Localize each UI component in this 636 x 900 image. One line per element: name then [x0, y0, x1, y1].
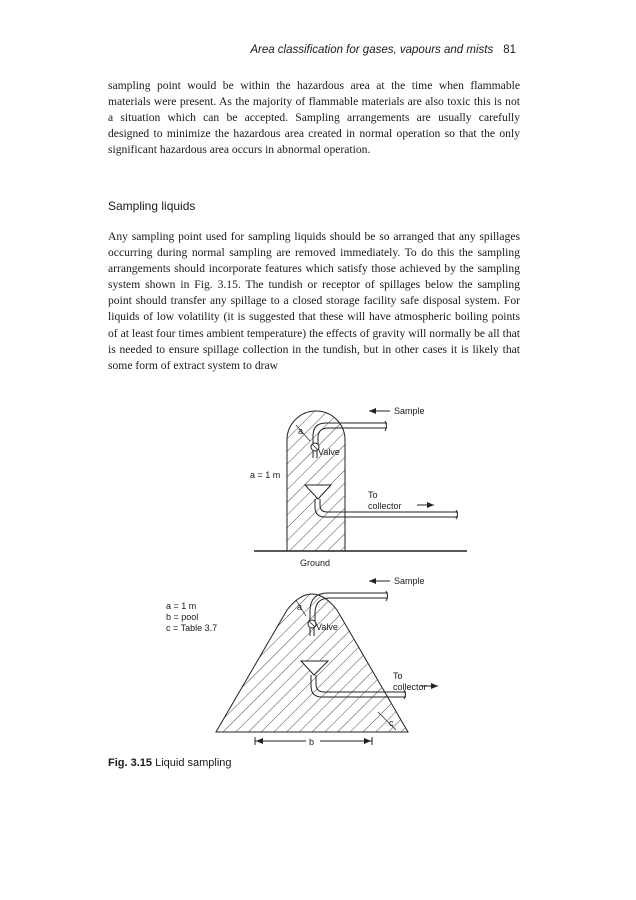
bottom-valve-label: Valve	[316, 622, 338, 632]
top-valve-label: Valve	[318, 447, 340, 457]
top-hazard-zone	[287, 411, 345, 551]
bottom-c-label: c	[389, 718, 394, 728]
top-a-label: a	[298, 426, 304, 436]
top-a-value: a = 1 m	[250, 470, 281, 480]
caption-number: Fig. 3.15	[108, 757, 153, 769]
top-sample-label: Sample	[394, 406, 425, 416]
legend-c: c = Table 3.7	[166, 623, 218, 633]
paragraph-1: sampling point would be within the hazardous area at the time when flammable materials were present. As the majority of flammable materials are also toxic this is not a situation which can be accepted. Sampling arrangements are usually carefully designed to minimize the hazardous area created in normal operation so that the only significant hazardous area occurs in abnormal operation.	[108, 79, 520, 157]
legend-a: a = 1 m	[166, 601, 197, 611]
page-number: 81	[503, 44, 516, 56]
bottom-sample-label: Sample	[394, 576, 425, 586]
top-diagram	[250, 406, 467, 568]
ground-label: Ground	[300, 558, 331, 568]
bottom-diagram	[166, 576, 438, 747]
figure-caption	[108, 757, 232, 769]
top-collector-label-1: To	[368, 490, 378, 500]
paragraph-2: Any sampling point used for sampling liquids should be so arranged that any spillages occurring during normal sampling are removed immediately. To do this the sampling arrangements should incorporate features which satisfy those achieved by the sampling system shown in Fig. 3.15. The tundish or receptor of spillages below the sampling point should transfer any spillage to a closed storage facility safe disposal system. For liquids of low volatility (it is suggested that these will have atmospheric boiling points of at least four times ambient temperature) the effects of gravity will normally be all that is needed to ensure spillage collection in the tundish, but in other cases it is likely that some form of extract system to draw	[108, 230, 520, 372]
caption-text: Liquid sampling	[155, 757, 232, 769]
bottom-a-label: a	[297, 602, 303, 612]
bottom-collector-label-1: To	[393, 671, 403, 681]
top-collector-label-2: collector	[368, 501, 402, 511]
section-heading: Sampling liquids	[108, 199, 196, 213]
bottom-b-label: b	[309, 737, 315, 747]
legend-b: b = pool	[166, 612, 199, 622]
bottom-collector-label-2: collector	[393, 682, 427, 692]
running-head-title: Area classification for gases, vapours and mists	[250, 44, 494, 56]
